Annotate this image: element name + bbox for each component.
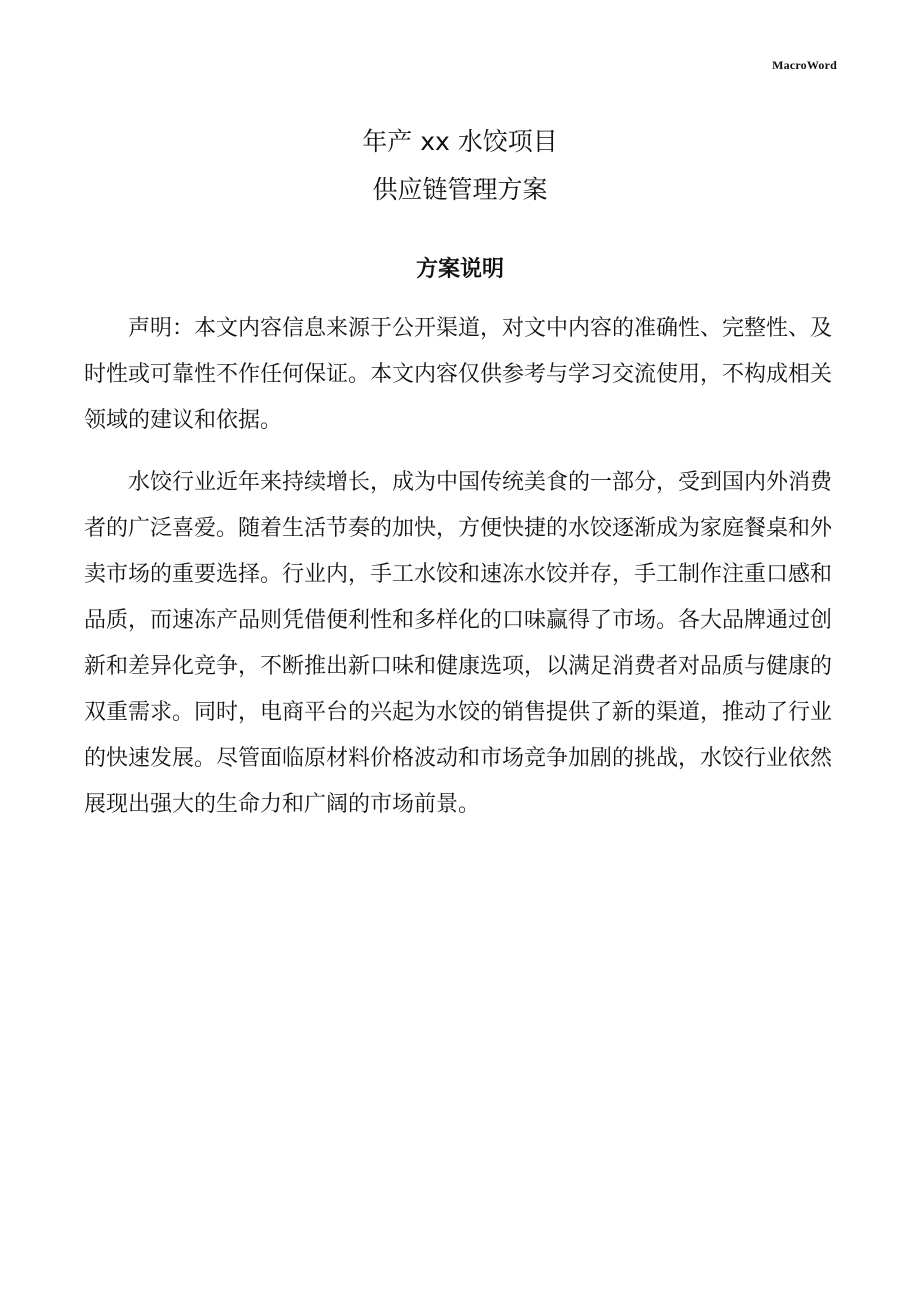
industry-overview-paragraph: 水饺行业近年来持续增长，成为中国传统美食的一部分，受到国内外消费者的广泛喜爱。随着生活节奏的加快，方便快捷的水饺逐渐成为家庭餐桌和外卖市场的重要选择。行业内，手工水饺和速冻水饺并存，手工制作注重口感和品质，而速冻产品则凭借便利性和多样化的口味赢得了市场。各大品牌通过创新和差异化竞争，不断推出新口味和健康选项，以满足消费者对品质与健康的双重需求。同时，电商平台的兴起为水饺的销售提供了新的渠道，推动了行业的快速发展。尽管面临原材料价格波动和市场竞争加剧的挑战，水饺行业依然展现出强大的生命力和广阔的市场前景。 xyxy=(84,470,833,817)
section-heading: 方案说明 xyxy=(415,257,504,282)
header-brand: MacroWord xyxy=(772,58,837,72)
disclaimer-paragraph: 声明：本文内容信息来源于公开渠道，对文中内容的准确性、完整性、及时性或可靠性不作任何保证。本文内容仅供参考与学习交流使用，不构成相关领域的建议和依据。 xyxy=(84,316,833,433)
document-title-line-1: 年产 xx 水饺项目 xyxy=(362,127,558,156)
document-title-line-2: 供应链管理方案 xyxy=(372,175,548,204)
document-body xyxy=(84,306,832,844)
document-title xyxy=(0,118,920,214)
